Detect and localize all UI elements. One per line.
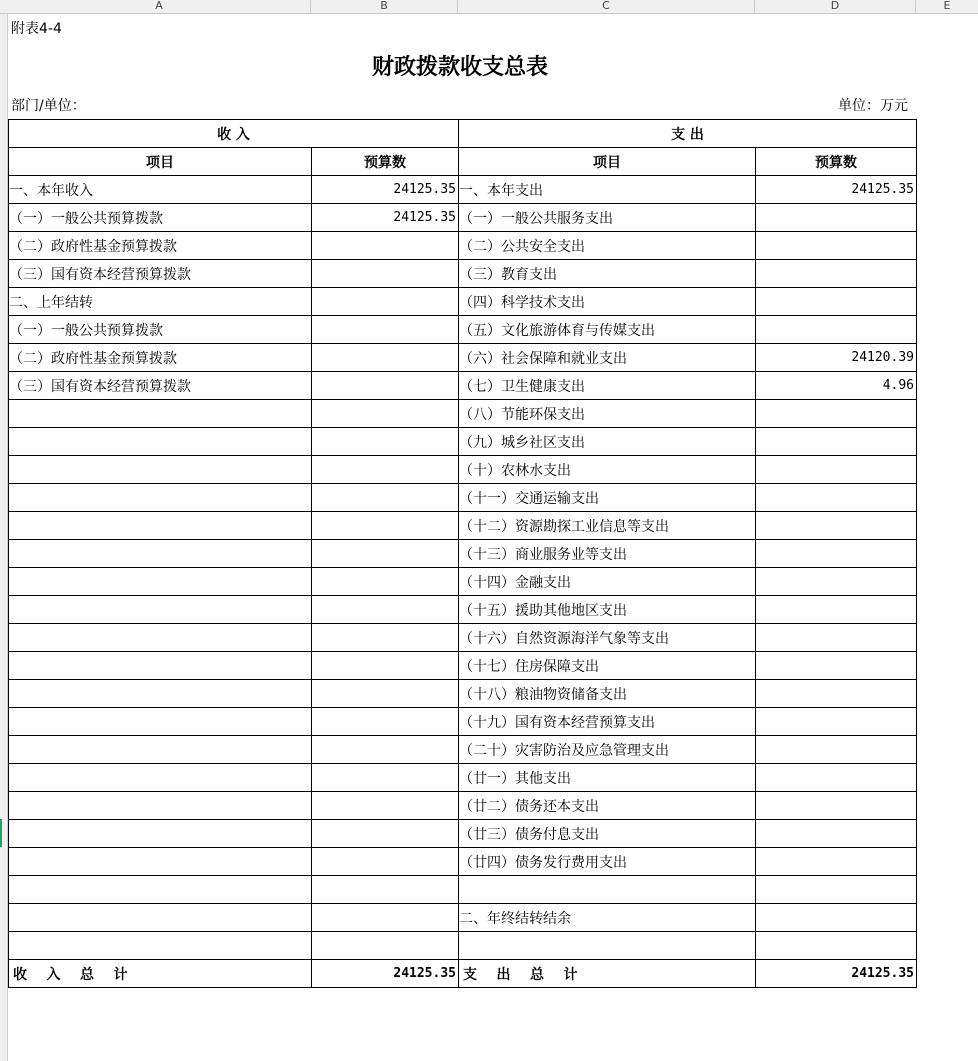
table-row — [9, 260, 917, 288]
table-row — [9, 204, 917, 232]
expense-item-cell[interactable]: （廿四）债务发行费用支出 — [459, 848, 756, 876]
expense-item-cell[interactable]: （十五）援助其他地区支出 — [459, 596, 756, 624]
income-item-cell[interactable] — [9, 624, 312, 652]
expense-value-cell[interactable] — [756, 652, 917, 680]
income-item-cell[interactable] — [9, 904, 312, 932]
column-header-c[interactable]: C — [458, 0, 755, 13]
section-header-row — [9, 120, 917, 148]
income-item-cell[interactable] — [9, 512, 312, 540]
expense-item-cell[interactable]: （廿一）其他支出 — [459, 764, 756, 792]
income-total-value[interactable]: 24125.35 — [312, 960, 459, 988]
income-item-cell[interactable] — [9, 848, 312, 876]
table-row — [9, 652, 917, 680]
income-item-cell[interactable] — [9, 876, 312, 904]
income-item-cell[interactable] — [9, 428, 312, 456]
income-value-cell[interactable] — [312, 624, 459, 652]
expense-item-cell[interactable]: 一、本年支出 — [459, 176, 756, 204]
budget-table — [8, 119, 917, 988]
expense-value-cell[interactable] — [756, 596, 917, 624]
expense-item-cell[interactable]: （四）科学技术支出 — [459, 288, 756, 316]
table-row — [9, 904, 917, 932]
income-value-cell[interactable] — [312, 484, 459, 512]
income-value-cell[interactable] — [312, 792, 459, 820]
unit-label: 单位：万元 — [838, 98, 908, 114]
expense-value-cell[interactable] — [756, 624, 917, 652]
table-row — [9, 792, 917, 820]
income-value-cell[interactable] — [312, 316, 459, 344]
expense-item-cell[interactable]: （廿二）债务还本支出 — [459, 792, 756, 820]
table-row — [9, 316, 917, 344]
table-row — [9, 372, 917, 400]
income-item-cell[interactable] — [9, 568, 312, 596]
expense-item-cell[interactable]: （十八）粮油物资储备支出 — [459, 680, 756, 708]
expense-item-cell[interactable]: （十）农林水支出 — [459, 456, 756, 484]
expense-item-cell[interactable]: （十六）自然资源海洋气象等支出 — [459, 624, 756, 652]
income-header-cell[interactable]: 收 入 — [9, 120, 459, 148]
expense-value-cell[interactable] — [756, 932, 917, 960]
expense-value-cell[interactable] — [756, 680, 917, 708]
income-total-label[interactable]: 收 入 总 计 — [9, 960, 312, 988]
table-row — [9, 736, 917, 764]
table-row — [9, 848, 917, 876]
expense-item-cell[interactable]: （二）公共安全支出 — [459, 232, 756, 260]
expense-value-cell[interactable] — [756, 764, 917, 792]
expense-value-cell[interactable] — [756, 736, 917, 764]
expense-value-cell[interactable]: 24125.35 — [756, 176, 917, 204]
table-row — [9, 400, 917, 428]
expense-item-cell[interactable] — [459, 932, 756, 960]
table-row — [9, 624, 917, 652]
expense-item-cell[interactable]: （十一）交通运输支出 — [459, 484, 756, 512]
expense-item-cell[interactable]: （十四）金融支出 — [459, 568, 756, 596]
income-item-cell[interactable]: （一）一般公共预算拨款 — [9, 316, 312, 344]
page-title: 财政拨款收支总表 — [371, 54, 548, 80]
selected-row-indicator — [0, 819, 2, 847]
expense-value-cell[interactable] — [756, 484, 917, 512]
table-row — [9, 456, 917, 484]
expense-value-cell[interactable] — [756, 400, 917, 428]
expense-value-cell[interactable]: 4.96 — [756, 372, 917, 400]
table-row — [9, 596, 917, 624]
income-item-cell[interactable] — [9, 400, 312, 428]
income-value-cell[interactable] — [312, 652, 459, 680]
table-row — [9, 288, 917, 316]
table-row — [9, 428, 917, 456]
expense-value-cell[interactable] — [756, 456, 917, 484]
income-item-cell[interactable] — [9, 764, 312, 792]
income-value-cell[interactable] — [312, 400, 459, 428]
income-item-cell[interactable]: （二）政府性基金预算拨款 — [9, 344, 312, 372]
expense-item-cell[interactable]: （三）教育支出 — [459, 260, 756, 288]
income-value-cell[interactable] — [312, 876, 459, 904]
income-value-cell[interactable] — [312, 904, 459, 932]
income-value-cell[interactable]: 24125.35 — [312, 176, 459, 204]
income-value-cell[interactable] — [312, 736, 459, 764]
table-row — [9, 232, 917, 260]
expense-item-cell[interactable]: （一）一般公共服务支出 — [459, 204, 756, 232]
income-item-cell[interactable] — [9, 484, 312, 512]
expense-item-cell[interactable]: （廿三）债务付息支出 — [459, 820, 756, 848]
attachment-label: 附表4-4 — [11, 21, 62, 37]
expense-budget-header[interactable]: 预算数 — [756, 148, 917, 176]
expense-item-header[interactable]: 项目 — [459, 148, 756, 176]
income-value-cell[interactable] — [312, 288, 459, 316]
table-row — [9, 876, 917, 904]
income-value-cell[interactable] — [312, 512, 459, 540]
income-item-cell[interactable]: 二、上年结转 — [9, 288, 312, 316]
income-item-cell[interactable] — [9, 792, 312, 820]
expense-total-label[interactable]: 支 出 总 计 — [459, 960, 756, 988]
expense-value-cell[interactable] — [756, 540, 917, 568]
income-value-cell[interactable]: 24125.35 — [312, 204, 459, 232]
income-budget-header[interactable]: 预算数 — [312, 148, 459, 176]
income-item-cell[interactable] — [9, 708, 312, 736]
income-item-cell[interactable]: （一）一般公共预算拨款 — [9, 204, 312, 232]
income-value-cell[interactable] — [312, 848, 459, 876]
expense-value-cell[interactable] — [756, 316, 917, 344]
column-header-b[interactable]: B — [311, 0, 458, 13]
expense-value-cell[interactable]: 24120.39 — [756, 344, 917, 372]
table-row — [9, 176, 917, 204]
table-row — [9, 708, 917, 736]
income-value-cell[interactable] — [312, 596, 459, 624]
income-value-cell[interactable] — [312, 372, 459, 400]
table-row — [9, 344, 917, 372]
expense-item-cell[interactable]: （七）卫生健康支出 — [459, 372, 756, 400]
table-row — [9, 764, 917, 792]
table-row — [9, 512, 917, 540]
expense-header-cell[interactable]: 支 出 — [459, 120, 917, 148]
expense-item-cell[interactable]: （八）节能环保支出 — [459, 400, 756, 428]
expense-value-cell[interactable] — [756, 260, 917, 288]
expense-value-cell[interactable] — [756, 792, 917, 820]
income-item-cell[interactable] — [9, 932, 312, 960]
income-item-cell[interactable] — [9, 456, 312, 484]
expense-value-cell[interactable] — [756, 568, 917, 596]
expense-value-cell[interactable] — [756, 288, 917, 316]
income-item-cell[interactable]: （三）国有资本经营预算拨款 — [9, 372, 312, 400]
department-label: 部门/单位： — [11, 98, 86, 114]
income-value-cell[interactable] — [312, 232, 459, 260]
income-item-cell[interactable] — [9, 736, 312, 764]
expense-value-cell[interactable] — [756, 876, 917, 904]
income-item-header[interactable]: 项目 — [9, 148, 312, 176]
column-header-d[interactable]: D — [755, 0, 916, 13]
row-header-gutter — [0, 14, 8, 1061]
column-header-e[interactable]: E — [943, 0, 951, 12]
expense-item-cell[interactable]: （六）社会保障和就业支出 — [459, 344, 756, 372]
income-item-cell[interactable] — [9, 652, 312, 680]
income-value-cell[interactable] — [312, 708, 459, 736]
expense-value-cell[interactable] — [756, 428, 917, 456]
income-value-cell[interactable] — [312, 456, 459, 484]
expense-item-cell[interactable]: （十九）国有资本经营预算支出 — [459, 708, 756, 736]
expense-item-cell[interactable]: （五）文化旅游体育与传媒支出 — [459, 316, 756, 344]
income-value-cell[interactable] — [312, 344, 459, 372]
expense-value-cell[interactable] — [756, 512, 917, 540]
expense-item-cell[interactable]: （十七）住房保障支出 — [459, 652, 756, 680]
income-value-cell[interactable] — [312, 820, 459, 848]
income-item-cell[interactable]: 一、本年收入 — [9, 176, 312, 204]
income-item-cell[interactable]: （二）政府性基金预算拨款 — [9, 232, 312, 260]
income-item-cell[interactable]: （三）国有资本经营预算拨款 — [9, 260, 312, 288]
income-value-cell[interactable] — [312, 764, 459, 792]
table-row — [9, 568, 917, 596]
expense-value-cell[interactable] — [756, 848, 917, 876]
income-value-cell[interactable] — [312, 932, 459, 960]
income-value-cell[interactable] — [312, 260, 459, 288]
table-row — [9, 820, 917, 848]
expense-item-cell[interactable]: （九）城乡社区支出 — [459, 428, 756, 456]
column-header-a[interactable]: A — [8, 0, 311, 13]
table-row — [9, 932, 917, 960]
expense-item-cell[interactable]: （十三）商业服务业等支出 — [459, 540, 756, 568]
table-row — [9, 540, 917, 568]
income-item-cell[interactable] — [9, 820, 312, 848]
column-header-bar — [0, 0, 978, 14]
expense-total-value[interactable]: 24125.35 — [756, 960, 917, 988]
totals-row — [9, 960, 917, 988]
income-value-cell[interactable] — [312, 680, 459, 708]
expense-value-cell[interactable] — [756, 820, 917, 848]
income-value-cell[interactable] — [312, 428, 459, 456]
expense-item-cell[interactable]: （二十）灾害防治及应急管理支出 — [459, 736, 756, 764]
income-item-cell[interactable] — [9, 680, 312, 708]
income-value-cell[interactable] — [312, 540, 459, 568]
expense-value-cell[interactable] — [756, 904, 917, 932]
table-row — [9, 680, 917, 708]
expense-value-cell[interactable] — [756, 232, 917, 260]
column-title-row — [9, 148, 917, 176]
table-row — [9, 484, 917, 512]
expense-item-cell[interactable]: （十二）资源勘探工业信息等支出 — [459, 512, 756, 540]
income-item-cell[interactable] — [9, 540, 312, 568]
income-value-cell[interactable] — [312, 568, 459, 596]
income-item-cell[interactable] — [9, 596, 312, 624]
expense-item-cell[interactable]: 二、年终结转结余 — [459, 904, 756, 932]
expense-value-cell[interactable] — [756, 204, 917, 232]
expense-item-cell[interactable] — [459, 876, 756, 904]
expense-value-cell[interactable] — [756, 708, 917, 736]
